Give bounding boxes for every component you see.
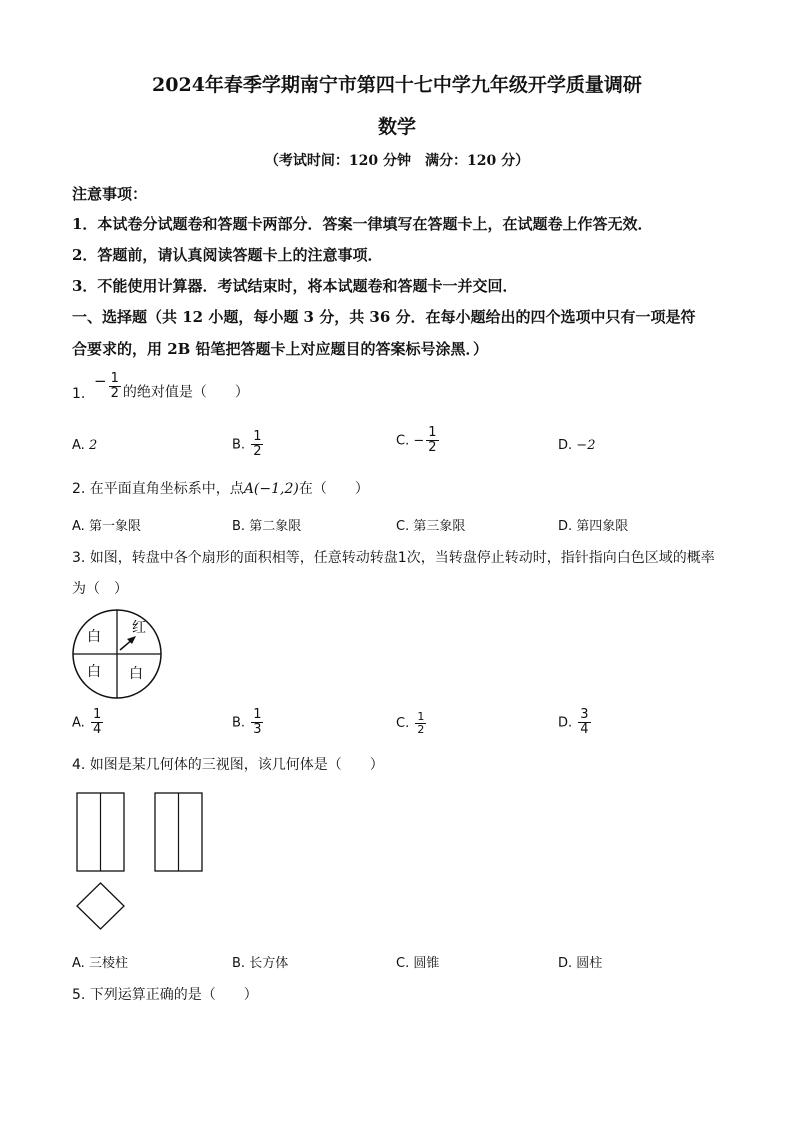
spinner-label-bottom-left: 白 (87, 664, 101, 680)
q1-stem-text: 的绝对值是（ ） (122, 384, 249, 401)
spinner-figure (70, 606, 166, 702)
spinner-label-top-left: 白 (87, 629, 101, 645)
top-view-rhombus (77, 883, 124, 929)
q4-option-a: A. 三棱柱 (72, 956, 128, 971)
q1-numerator: 1 (110, 371, 119, 386)
exam-info: （考试时间：120 分钟 满分：120 分） (264, 153, 530, 169)
three-views-figure (72, 788, 212, 938)
q1-option-d: D. −2 (558, 438, 596, 453)
q3-stem-line1: 3. 如图，转盘中各个扇形的面积相等，任意转动转盘1次，当转盘停止转动时，指针指向白色区域的概率 (72, 550, 715, 566)
q2-stem: 2. 在平面直角坐标系中，点A(−1,2)在（ ） (72, 481, 369, 497)
exam-title: 2024年春季学期南宁市第四十七中学九年级开学质量调研 (152, 74, 642, 96)
q2-option-d: D. 第四象限 (558, 519, 629, 534)
q1-option-c: C. − $\frac{1}{2}$ (396, 425, 437, 456)
note-item-1: 1．本试卷分试题卷和答题卡两部分．答案一律填写在答题卡上，在试题卷上作答无效． (72, 215, 653, 233)
q2-option-c: C. 第三象限 (396, 519, 466, 534)
q5-stem: 5. 下列运算正确的是（ ） (72, 987, 258, 1003)
q4-option-d: D. 圆柱 (558, 956, 603, 971)
q1-sign: − (94, 372, 107, 390)
spinner-label-top-right: 红 (132, 620, 146, 636)
notes-heading: 注意事项： (72, 185, 148, 203)
q4-option-b: B. 长方体 (232, 956, 289, 971)
q3-option-d: D. $\frac{3}{4}$ (558, 707, 589, 738)
note-item-3: 3．不能使用计算器．考试结束时，将本试题卷和答题卡一并交回． (72, 277, 518, 295)
section1-line2: 合要求的，用 2B 铅笔把答题卡上对应题目的答案标号涂黑．） (72, 340, 489, 358)
q4-option-c: C. 圆锥 (396, 956, 440, 971)
q1-number: 1. (72, 385, 86, 402)
q1-denominator: 2 (110, 386, 119, 402)
note-item-2: 2．答题前，请认真阅读答题卡上的注意事项． (72, 246, 383, 264)
q2-point: A(−1,2) (243, 481, 299, 497)
q3-stem-line2: 为（ ） (72, 581, 128, 597)
q3-option-c: C. $\frac{1}{2}$ (396, 710, 425, 737)
spinner-label-bottom-right: 白 (129, 666, 143, 682)
q3-option-a: A. $\frac{1}{4}$ (72, 707, 102, 738)
subject-title: 数学 (377, 116, 416, 138)
q2-option-b: B. 第二象限 (232, 519, 302, 534)
q1-stem (72, 372, 249, 402)
q3-option-b: B. $\frac{1}{3}$ (232, 707, 262, 738)
q4-stem: 4. 如图是某几何体的三视图，该几何体是（ ） (72, 757, 384, 773)
q2-option-a: A. 第一象限 (72, 519, 141, 534)
q1-option-a: A. 2 (72, 438, 98, 453)
section1-line1: 一、选择题（共 12 小题，每小题 3 分，共 36 分．在每小题给出的四个选项中只有一项是符 (72, 308, 696, 326)
q1-option-b: B. $\frac{1}{2}$ (232, 429, 262, 460)
q1-fraction (109, 372, 121, 402)
